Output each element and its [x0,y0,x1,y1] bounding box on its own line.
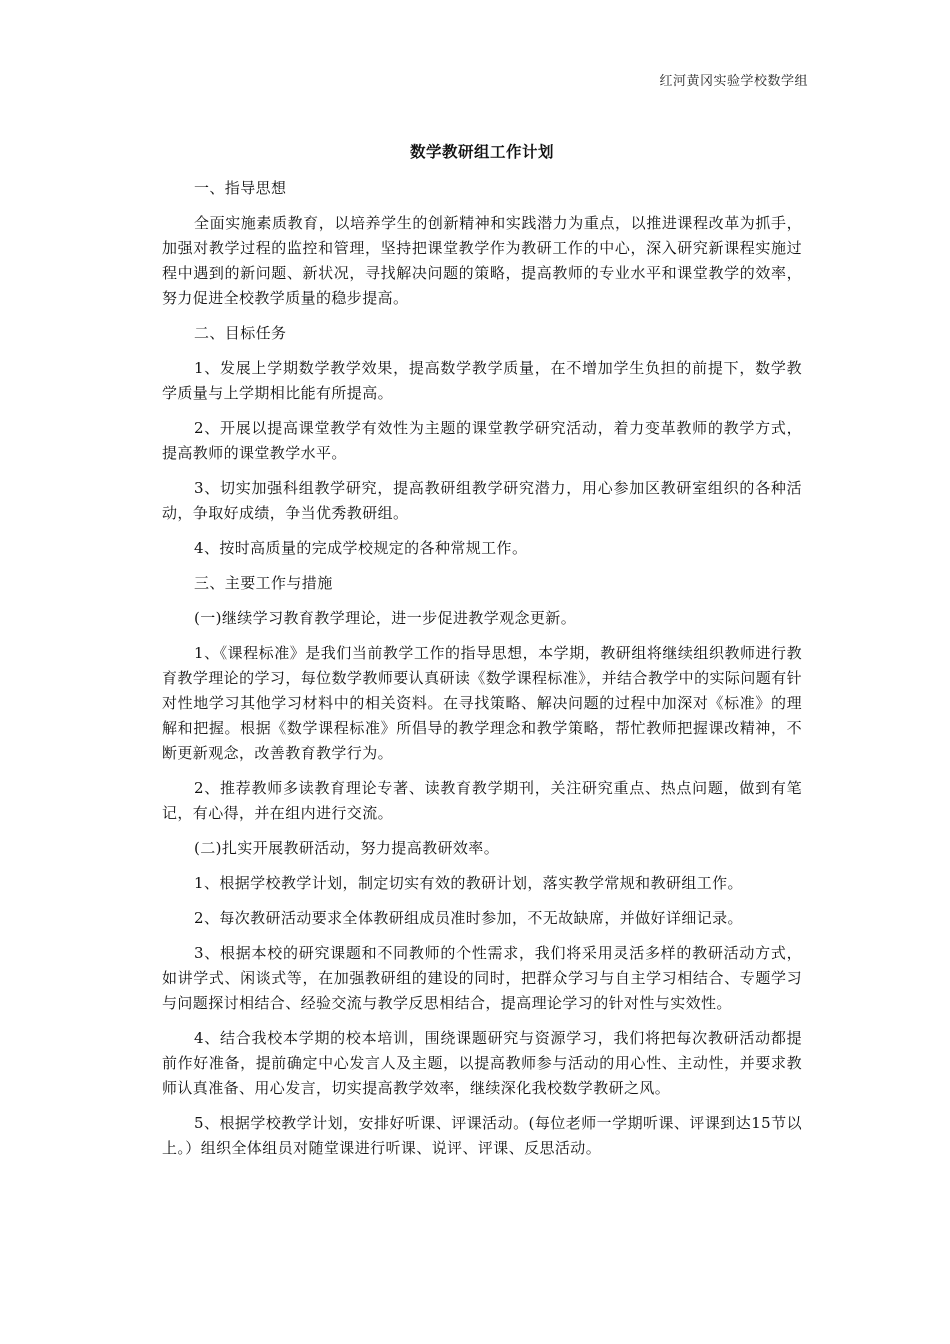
paragraph: 3、切实加强科组教学研究，提高教研组教学研究潜力，用心参加区教研室组织的各种活动，争取好成绩，争当优秀教研组。 [162,479,802,522]
paragraph: 2、推荐教师多读教育理论专著、读教育教学期刊，关注研究重点、热点问题，做到有笔记，有心得，并在组内进行交流。 [162,779,802,822]
subsection-heading: (二)扎实开展教研活动，努力提高教研效率。 [194,839,500,857]
subsection-heading: (一)继续学习教育教学理论，进一步促进教学观念更新。 [194,609,577,627]
paragraph: 1、《课程标准》是我们当前教学工作的指导思想，本学期，教研组将继续组织教师进行教育教学理论的学习，每位数学教师要认真研读《数学课程标准》，并结合教学中的实际问题有针对性地学习其他学习材料中的相关资料。在寻找策略、解决问题的过程中加深对《标准》的理解和把握。根据《数学课程标准》所倡导的教学理念和教学策略，帮忙教师把握课改精神，不断更新观念，改善教育教学行为。 [162,644,802,762]
paragraph: 2、每次教研活动要求全体教研组成员准时参加，不无故缺席，并做好详细记录。 [194,909,743,927]
document-body [162,140,802,1171]
paragraph: 4、结合我校本学期的校本培训，围绕课题研究与资源学习，我们将把每次教研活动都提前作好准备，提前确定中心发言人及主题，以提高教师参与活动的用心性、主动性，并要求教师认真准备、用心发言，切实提高教学效率，继续深化我校数学教研之风。 [162,1029,802,1097]
header-note: 红河黄冈实验学校数学组 [659,74,808,89]
paragraph: 2、开展以提高课堂教学有效性为主题的课堂教学研究活动，着力变革教师的教学方式，提高教师的课堂教学水平。 [162,419,802,462]
paragraph: 4、按时高质量的完成学校规定的各种常规工作。 [194,539,528,557]
section-heading-guiding-thought: 一、指导思想 [194,179,287,197]
paragraph: 3、根据本校的研究课题和不同教师的个性需求，我们将采用灵活多样的教研活动方式，如讲学式、闲谈式等，在加强教研组的建设的同时，把群众学习与自主学习相结合、专题学习与问题探讨相结合、经验交流与教学反思相结合，提高理论学习的针对性与实效性。 [162,944,802,1012]
section-heading-goals: 二、目标任务 [194,324,287,342]
paragraph: 全面实施素质教育，以培养学生的创新精神和实践潜力为重点，以推进课程改革为抓手，加强对教学过程的监控和管理，坚持把课堂教学作为教研工作的中心，深入研究新课程实施过程中遇到的新问题、新状况，寻找解决问题的策略，提高教师的专业水平和课堂教学的效率，努力促进全校教学质量的稳步提高。 [162,214,802,307]
paragraph: 1、根据学校教学计划，制定切实有效的教研计划，落实教学常规和教研组工作。 [194,874,743,892]
document-title: 数学教研组工作计划 [409,142,554,161]
paragraph: 1、发展上学期数学教学效果，提高数学教学质量，在不增加学生负担的前提下，数学教学质量与上学期相比能有所提高。 [162,359,802,402]
paragraph: 5、根据学校教学计划，安排好听课、评课活动。(每位老师一学期听课、评课到达15节以上。）组织全体组员对随堂课进行听课、说评、评课、反思活动。 [162,1114,802,1157]
section-heading-measures: 三、主要工作与措施 [194,574,333,592]
